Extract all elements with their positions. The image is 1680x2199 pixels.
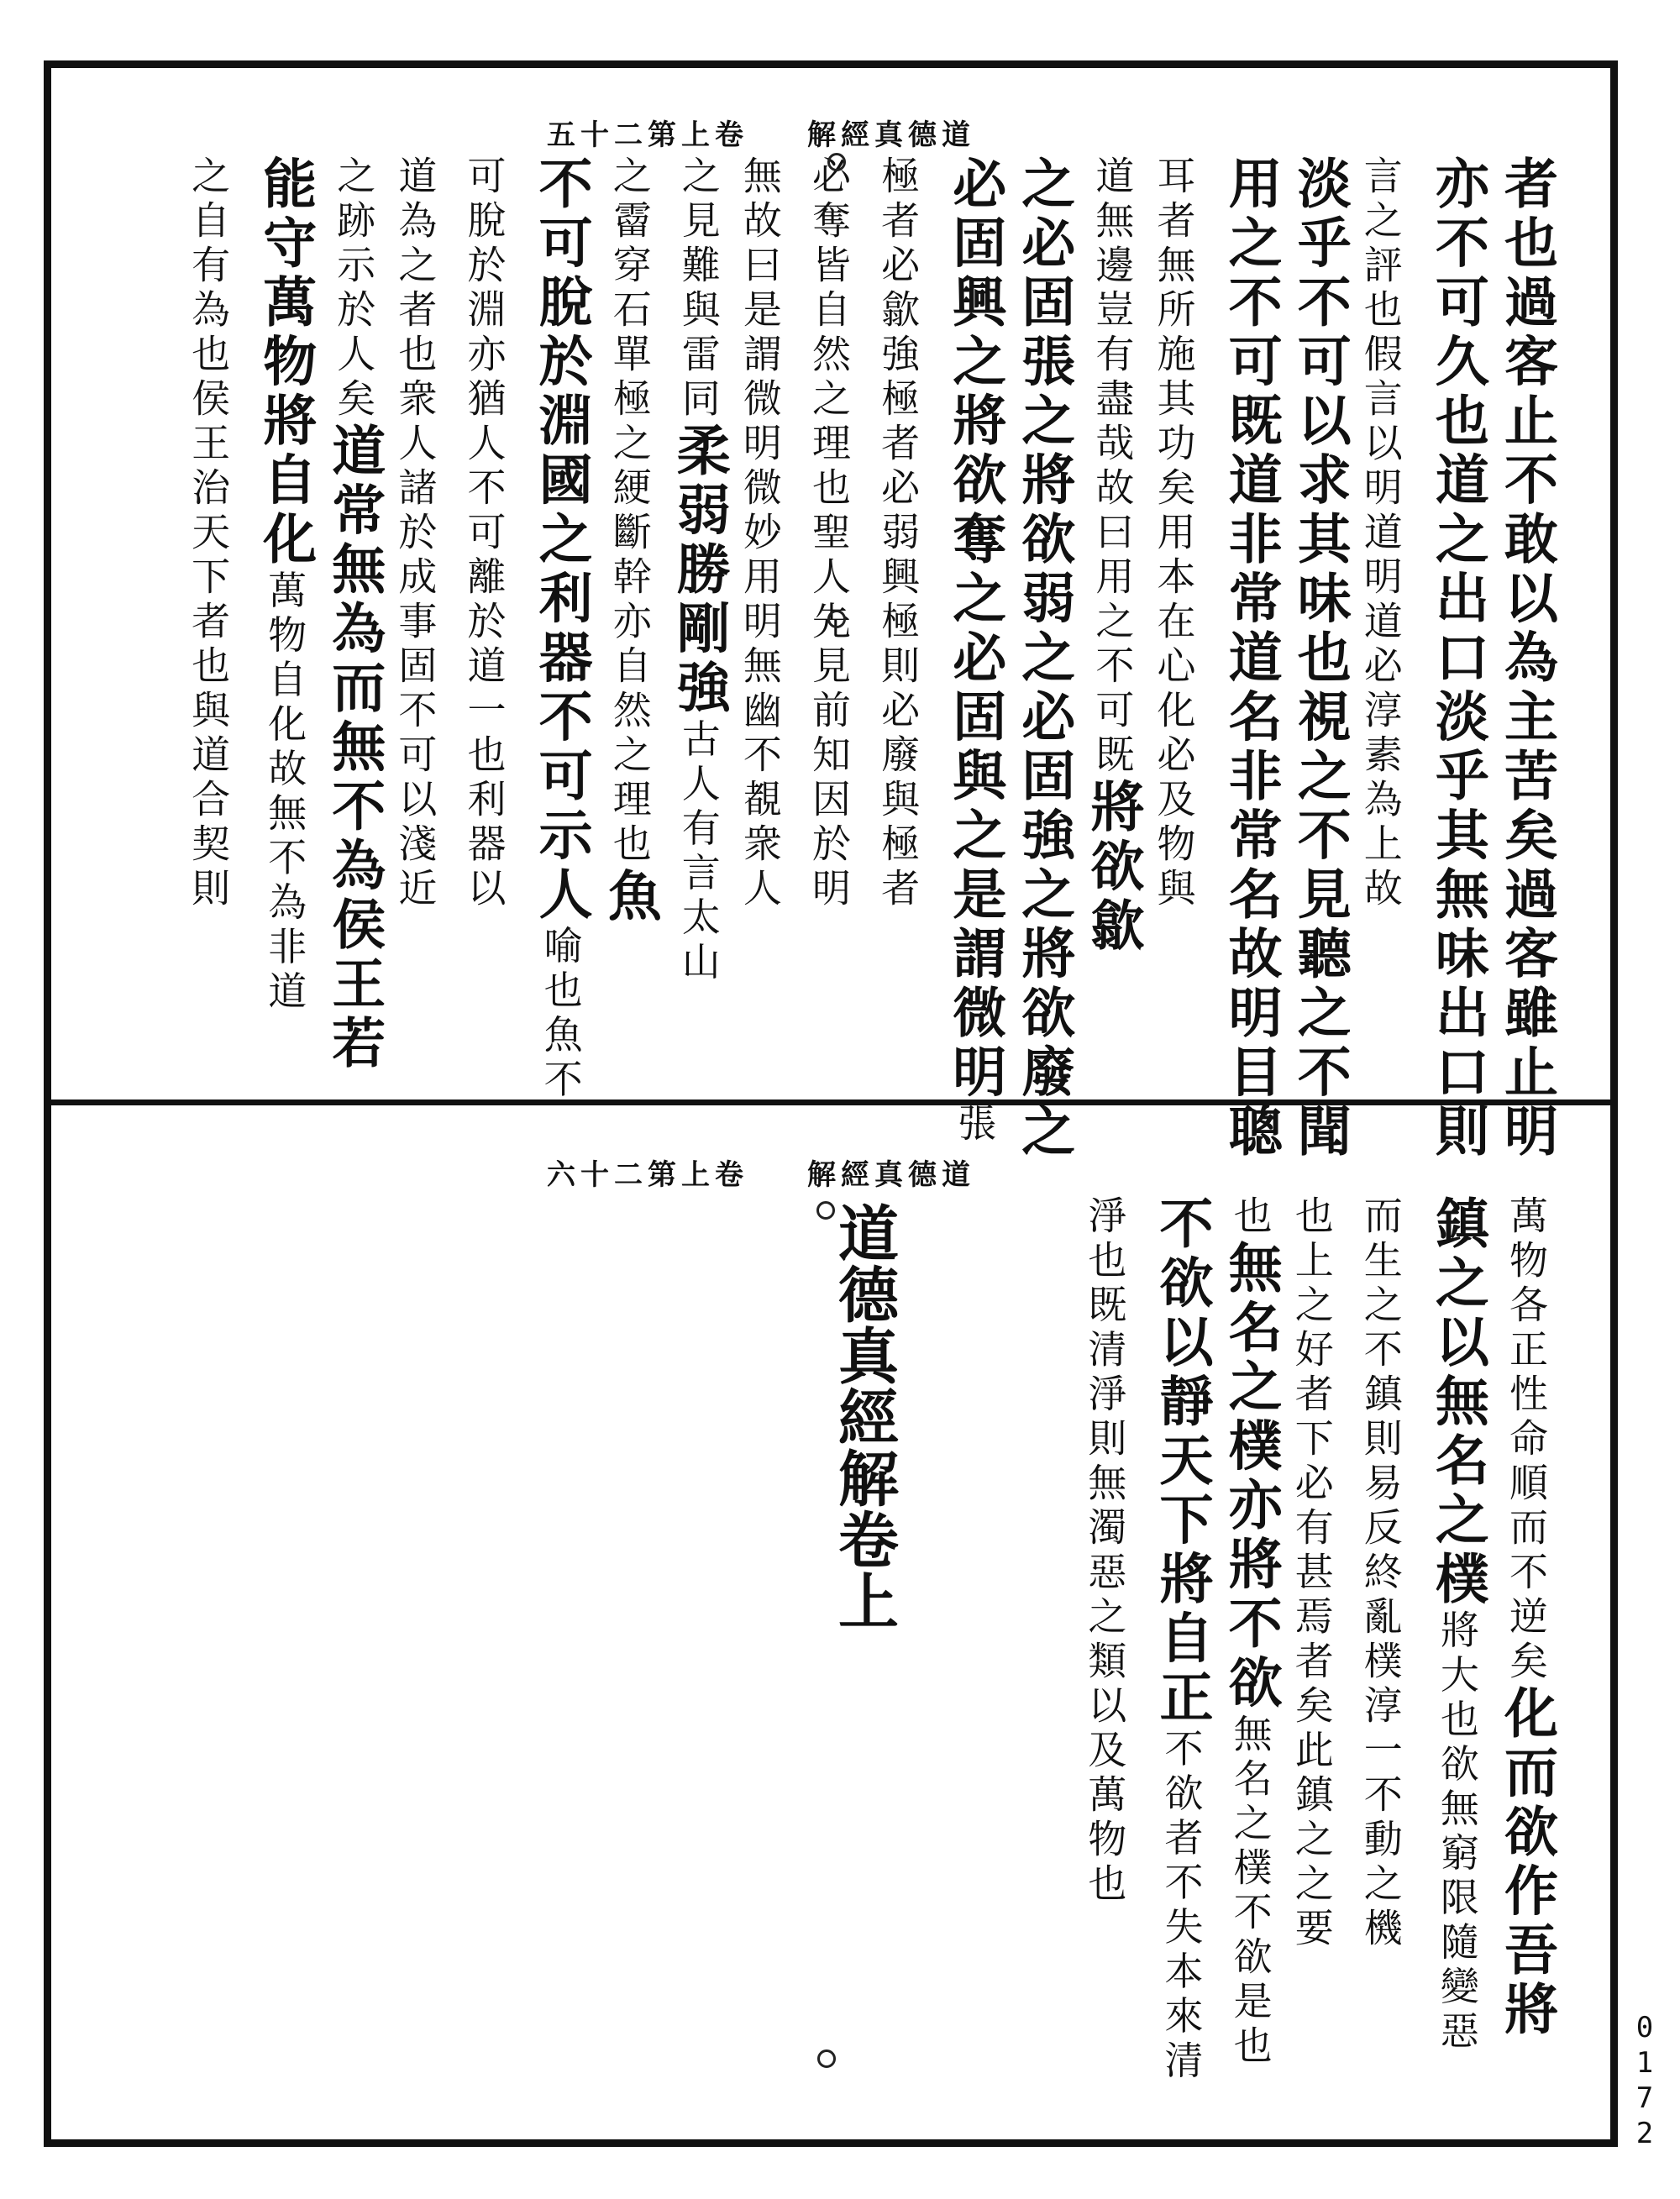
text-column (1425, 155, 1489, 1162)
commentary-text: 之自有為也侯王治天下者也與道合契則 (186, 155, 232, 912)
circle-mark (827, 610, 846, 628)
main-text: 鎮之以無名之樸 (1425, 1195, 1489, 1610)
commentary-text: 張 (952, 1103, 998, 1147)
commentary-text: 道無邊豈有盡哉故曰用之不可既 (1089, 155, 1136, 779)
circle-mark (827, 153, 846, 171)
text-column (1425, 1195, 1489, 2055)
main-text: 不可脫於淵國之利器不可示人 (529, 155, 593, 926)
running-head-section: 卷上第二十六 (547, 1158, 748, 1192)
text-column (1082, 1195, 1128, 1908)
text-column (1081, 155, 1145, 957)
text-column (1495, 155, 1558, 1162)
commentary-text: 必奪皆自然之理也聖人先見前知因於明 (806, 155, 852, 912)
commentary-text: 將大也欲無窮限隨變惡 (1434, 1609, 1480, 2055)
commentary-text: 喻也魚不 (538, 925, 584, 1104)
main-text: 將欲歙 (1081, 779, 1145, 957)
running-head-top (547, 112, 975, 153)
text-column (806, 155, 852, 912)
text-column (1151, 155, 1197, 912)
main-text: 不欲以靜天下將自正 (1150, 1195, 1214, 1729)
main-text: 用之不可既道非常道名非常名故明目聰 (1219, 155, 1283, 1162)
main-text: 魚 (598, 868, 662, 927)
commentary-text: 之見難與雷同 (675, 155, 722, 422)
commentary-text: 而生之不鎮則易反終亂樸淳一不動之機 (1357, 1195, 1404, 1952)
running-head-title: 道德真經解 (807, 118, 975, 152)
commentary-text: 之霤穿石單極之綆斷幹亦自然之理也 (606, 155, 653, 868)
main-text: 淡乎不可以求其味也視之不見聽之不聞 (1288, 155, 1352, 1162)
commentary-text: 萬物自化故無不為非道 (262, 569, 308, 1016)
main-text: 者也過客止不敢以為主苦矣過客雖止明 (1495, 155, 1558, 1162)
bottom-page (51, 1105, 1610, 2139)
text-column (1289, 1195, 1335, 1952)
circle-mark (817, 2049, 836, 2068)
text-column (737, 155, 783, 912)
main-text: 無名之樸亦將不欲 (1219, 1240, 1283, 1714)
top-page (51, 68, 1610, 1162)
main-text: 亦不可久也道之出口淡乎其無味出口則 (1425, 155, 1489, 1162)
circle-mark (816, 1201, 835, 1220)
chapter-title-column: 道德真經解卷上 (828, 1202, 900, 1631)
commentary-text: 也上之好者下必有甚焉者矣此鎮之之要 (1289, 1195, 1335, 1952)
commentary-text: 言之評也假言以明道明道必淳素為上故 (1357, 155, 1404, 912)
text-column (1357, 1195, 1404, 1952)
commentary-text: 萬物各正性命順而不逆矣 (1504, 1195, 1549, 1685)
page-number: 0172 (1628, 2011, 1662, 2152)
main-text: 能守萬物將自化 (254, 155, 318, 570)
running-head-section: 卷上第二十五 (547, 118, 748, 152)
commentary-text: 淨也既清淨則無濁惡之類以及萬物也 (1082, 1195, 1128, 1908)
page-divider (44, 1100, 1618, 1105)
text-column (254, 155, 318, 1016)
text-column (943, 155, 1007, 1147)
running-head-title: 道德真經解 (807, 1158, 975, 1192)
text-column (598, 155, 662, 927)
commentary-text: 耳者無所施其功矣用本在心化必及物與 (1151, 155, 1197, 912)
text-column (1495, 1195, 1558, 2040)
text-column (529, 155, 593, 1104)
text-column (1219, 1195, 1283, 2070)
text-column (1012, 155, 1076, 1162)
main-text: 柔弱勝剛強 (667, 422, 731, 719)
main-text: 必固興之將欲奪之必固與之是謂微明 (943, 155, 1007, 1103)
text-column (1357, 155, 1404, 912)
commentary-text: 可脫於淵亦猶人不可離於道一也利器以 (461, 155, 507, 912)
commentary-text: 之跡示於人矣 (331, 155, 377, 422)
text-column (186, 155, 232, 912)
text-column (875, 155, 921, 912)
text-column (1219, 155, 1283, 1162)
text-column (323, 155, 386, 1074)
main-text: 道常無為而無不為侯王若 (323, 422, 386, 1074)
main-text: 之必固張之將欲弱之必固強之將欲廢之 (1012, 155, 1076, 1162)
text-column (461, 155, 507, 912)
text-column (1150, 1195, 1214, 2085)
main-text: 化而欲作吾將 (1495, 1685, 1558, 2040)
commentary-text: 也 (1227, 1195, 1273, 1240)
running-head-bottom (547, 1152, 975, 1193)
text-column (392, 155, 438, 912)
text-column (1288, 155, 1352, 1162)
commentary-text: 不欲者不失本來清 (1158, 1728, 1205, 2085)
commentary-text: 極者必歙強極者必弱興極則必廢與極者 (875, 155, 921, 912)
commentary-text: 無故曰是謂微明微妙用明無幽不覩衆人 (737, 155, 783, 912)
commentary-text: 道為之者也衆人諸於成事固不可以淺近 (392, 155, 438, 912)
commentary-text: 古人有言太山 (675, 718, 722, 986)
text-column (667, 155, 731, 986)
commentary-text: 無名之樸不欲是也 (1227, 1714, 1273, 2070)
